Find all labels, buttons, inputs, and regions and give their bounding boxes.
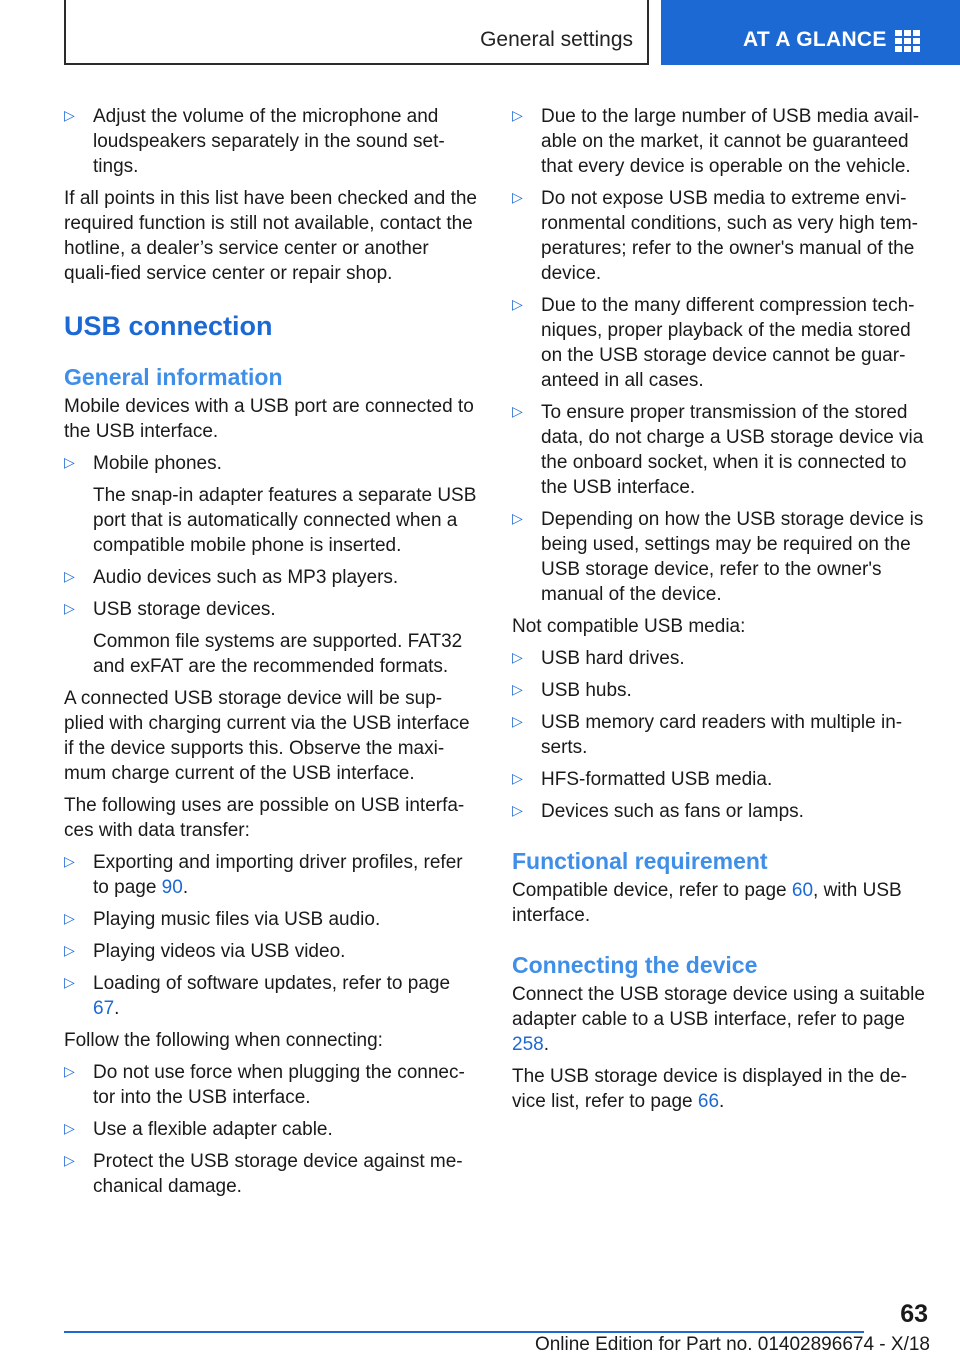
triangle-bullet-icon: ▷ — [512, 682, 523, 698]
triangle-bullet-icon: ▷ — [64, 569, 75, 585]
list-item: ▷ Audio devices such as MP3 players. — [64, 567, 399, 588]
triangle-bullet-icon: ▷ — [64, 943, 75, 959]
list-item: ▷ Do not expose USB media to extreme envi-ronmental conditions, such as very high tem-peratures; refer to the owner's manual of the device. — [512, 188, 919, 284]
header-chapter-box[interactable] — [661, 0, 960, 65]
grid-icon[interactable] — [895, 30, 921, 52]
triangle-bullet-icon: ▷ — [64, 601, 75, 617]
triangle-bullet-icon: ▷ — [512, 511, 523, 527]
list-item: ▷ Exporting and importing driver profiles, refer to page 90. — [64, 852, 463, 898]
triangle-bullet-icon: ▷ — [512, 190, 523, 206]
footer-divider — [64, 1331, 864, 1333]
subsection-heading: Connecting the device — [512, 952, 758, 978]
page-link[interactable]: 67 — [93, 998, 115, 1019]
list-item: ▷ Loading of software updates, refer to page 67. — [64, 973, 451, 1019]
list-item-detail: Common file systems are supported. FAT32 and exFAT are the recommended formats. — [93, 631, 463, 677]
paragraph: Follow the following when connecting: — [64, 1030, 383, 1051]
page-link[interactable]: 60 — [791, 880, 814, 901]
list-item: ▷ Due to the many different compression tech-niques, proper playback of the media stored on the USB storage device cannot be guar-anteed in all cases. — [512, 295, 915, 391]
paragraph: Connect the USB storage device using a suitable adapter cable to a USB interface, refer to page 258. — [512, 984, 925, 1055]
section-heading: USB connection — [64, 311, 273, 341]
page-number: 63 — [900, 1300, 928, 1328]
triangle-bullet-icon: ▷ — [64, 854, 75, 870]
triangle-bullet-icon: ▷ — [64, 911, 75, 927]
list-item: ▷ Due to the large number of USB media avail-able on the market, it cannot be guaranteed that every device is operable on the vehicle. — [512, 106, 920, 177]
triangle-bullet-icon: ▷ — [64, 455, 75, 471]
triangle-bullet-icon: ▷ — [512, 714, 523, 730]
paragraph: If all points in this list have been checked and the required function is still not available, contact the hotline, a dealer’s service center or another quali-fied service center or repair shop. — [64, 188, 477, 284]
list-item: ▷ Protect the USB storage device against me-chanical damage. — [64, 1151, 463, 1197]
list-item: ▷ Playing music files via USB audio. — [64, 909, 381, 930]
list-item: ▷ Mobile phones. The snap-in adapter features a separate USB port that is automatically connected when a compatible mobile phone is inserted. — [64, 451, 480, 558]
list-item: ▷ Use a flexible adapter cable. — [64, 1119, 333, 1140]
triangle-bullet-icon: ▷ — [64, 1153, 75, 1169]
subsection-heading: General information — [64, 364, 283, 390]
right-column — [512, 104, 932, 1121]
triangle-bullet-icon: ▷ — [512, 650, 523, 666]
list-item: ▷ USB storage devices. Common file systems are supported. FAT32 and exFAT are the recommended formats. — [64, 597, 480, 679]
paragraph: Not compatible USB media: — [512, 616, 746, 637]
list-item: ▷ Adjust the volume of the microphone and loudspeakers separately in the sound set-tings. — [64, 106, 445, 177]
subsection-heading: Functional requirement — [512, 848, 768, 874]
section-title: General settings — [480, 28, 633, 51]
triangle-bullet-icon: ▷ — [512, 297, 523, 313]
list-item: ▷ USB memory card readers with multiple in-serts. — [512, 712, 903, 758]
list-item: ▷ HFS-formatted USB media. — [512, 769, 773, 790]
paragraph: A connected USB storage device will be sup-plied with charging current via the USB interface if the device supports this. Observe the maxi-mum charge current of the USB interface. — [64, 688, 470, 784]
page-link[interactable]: 258 — [512, 1034, 544, 1055]
triangle-bullet-icon: ▷ — [512, 108, 523, 124]
triangle-bullet-icon: ▷ — [64, 975, 75, 991]
list-item: ▷ USB hard drives. — [512, 648, 685, 669]
left-column — [64, 104, 480, 1206]
list-item-detail: The snap-in adapter features a separate USB port that is automatically connected when a compatible mobile phone is inserted. — [93, 485, 477, 556]
header-section-box — [64, 0, 649, 65]
list-item: ▷ Do not use force when plugging the connec-tor into the USB interface. — [64, 1062, 465, 1108]
triangle-bullet-icon: ▷ — [64, 1064, 75, 1080]
triangle-bullet-icon: ▷ — [512, 404, 523, 420]
page-link[interactable]: 90 — [161, 877, 183, 898]
chapter-title[interactable]: AT A GLANCE — [743, 28, 887, 51]
page-link[interactable]: 66 — [697, 1091, 720, 1112]
paragraph: The USB storage device is displayed in the de-vice list, refer to page 66. — [512, 1066, 907, 1112]
triangle-bullet-icon: ▷ — [512, 803, 523, 819]
list-item: ▷ Depending on how the USB storage device is being used, settings may be required on the USB storage device, refer to the owner's manual of the device. — [512, 509, 924, 605]
list-item: ▷ USB hubs. — [512, 680, 632, 701]
triangle-bullet-icon: ▷ — [64, 108, 75, 124]
paragraph: Compatible device, refer to page 60, with USB interface. — [512, 880, 902, 926]
list-item: ▷ Devices such as fans or lamps. — [512, 801, 804, 822]
edition-footer: Online Edition for Part no. 01402896674 - X/18 — [534, 1334, 930, 1355]
paragraph: The following uses are possible on USB interfa-ces with data transfer: — [64, 795, 465, 841]
paragraph: Mobile devices with a USB port are connected to the USB interface. — [64, 396, 474, 442]
triangle-bullet-icon: ▷ — [64, 1121, 75, 1137]
triangle-bullet-icon: ▷ — [512, 771, 523, 787]
list-item: ▷ To ensure proper transmission of the stored data, do not charge a USB storage device via the onboard socket, when it is connected to the USB interface. — [512, 402, 924, 498]
list-item: ▷ Playing videos via USB video. — [64, 941, 346, 962]
